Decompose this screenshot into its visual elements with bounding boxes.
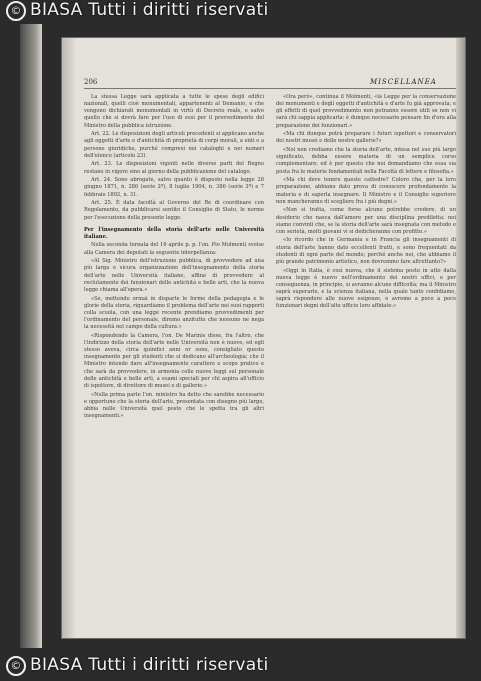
- right-column: [276, 94, 456, 312]
- paragraph: «Io ricordo che in Germania e in Francia gli insegnamenti di storia dell'arte hanno dato eccellenti frutti, e sono frequentati da studenti di ogni parte del mondo; perché anche noi, che abbiamo il più grande patrimonio artistico, non dovremmo fare altrettanto?»: [276, 237, 456, 265]
- header-rule: [84, 88, 456, 89]
- paragraph: «Non si tratta, come forse alcuno potrebbe credere, di un desiderio che nasca dall'amore per una disciplina prediletta: noi siamo convinti che, se la storia dell'arte sarà insegnata con metodo e con serietà, molti giovani vi si dedicheranno con profitto.»: [276, 207, 456, 235]
- copyright-seal-icon: ©: [6, 1, 26, 21]
- paragraph: Nella seconda tornata del 16 aprile p. p. l'on. Pio Molmenti svolse alla Camera dei deputati la seguente interpellanza:: [84, 242, 264, 256]
- watermark-bottom: [6, 655, 481, 676]
- paragraph: La stessa Legge sarà applicata a tutte le spese degli edifici nazionali, quelli cioè monumentali, appartenenti al Demanio, e che vengono dichiarati monumentali in virtù di Decreto reale, e salvo quello che si dovrà fare per l'uso di essi per il provvedimento del Ministro della pubblica istruzione.: [84, 94, 264, 129]
- paragraph: «Nella prima parte l'on. ministro ha detto che sarebbe necessario e opportuno che la storia dell'arte, presentata con disegno più largo, abbia nelle Università quel posto che le spetta tra gli altri insegnamenti.»: [84, 391, 264, 420]
- paragraph: «Oggi in Italia, è così nuova, che il sistema posto in atto dalla nuova legge è nuovo nell'ordinamento dei nostri uffici, e per conseguenza, in principio, si avranno alcune difficoltà; ma il Ministro saprà superarle, e la scienza italiana, nella quale tanto confidiamo, saprà rispondere alle nuove esigenze, e avremo a poco a poco funzionari degni dell'alto ufficio loro affidato.»: [276, 267, 456, 310]
- paragraph: «Ma chi dunque potrà preparare i futuri ispettori e conservatori dei nostri musei e delle nostre gallerie?»: [276, 131, 456, 145]
- watermark-text: BIASA Tutti i diritti riservati: [30, 655, 269, 675]
- paragraph: «Ora però», continua il Molmenti, «la Legge per la conservazione dei monumenti e degli oggetti d'antichità e d'arte fu già approvata; e gli effetti di quel provvedimento non potranno essere utili se non vi sarà chi sappia applicarla: è dunque necessario pensare fin d'ora alla preparazione dei funzionari.»: [276, 94, 456, 129]
- paragraph: «Noi non crediamo che la storia dell'arte, intesa nel suo più largo significato, debba essere materia di un semplice corso complementare; ed è per questo che noi domandiamo che essa sia posta fra le materie fondamentali nella Facoltà di lettere e filosofia.»: [276, 147, 456, 175]
- running-title: MISCELLANEA: [370, 78, 437, 86]
- paragraph: «Rispondendo la Camera, l'on. De Marinis disse, fra l'altro, che l'indirizzo della storia dell'arte nelle Università non è nuovo, ed egli stesso aveva, circa quindici anni or sono, consigliato questo insegnamento per gli studenti che si dedicano all'archeologia; che il Ministro intende dare all'insegnamento carattere e scopo pratico e che sarà da provvedere, in armonia colle nuove leggi sul personale delle antichità e belle arti, a esami speciali per chi aspira all'ufficio di ispettore, di direttore di musei e di gallerie.»: [84, 332, 264, 389]
- book-binding: [20, 24, 42, 648]
- copyright-seal-icon: ©: [6, 656, 26, 676]
- page-number: 206: [84, 78, 98, 86]
- document-page: [62, 38, 465, 638]
- paragraph: Art. 25. È data facoltà al Governo del Re di coordinare con Regolamento, da pubblicarsi sentito il Consiglio di Stato, le norme per l'esecuzione della presente legge.: [84, 200, 264, 221]
- watermark-text: BIASA Tutti i diritti riservati: [30, 0, 269, 20]
- page-edge-shadow: [456, 38, 465, 638]
- left-column: [84, 94, 264, 422]
- paragraph: Art. 23. Le disposizioni vigenti nelle diverse parti del Regno restano in vigore sino al giorno della pubblicazione del catalogo.: [84, 161, 264, 175]
- paragraph: Art. 22. Le disposizioni degli articoli precedenti si applicano anche agli oggetti d'arte e d'antichità di proprietà di corpi morali, a enti e a persone giuridiche, purché compresi nei cataloghi e nei numeri dell'elenco (articolo 23).: [84, 131, 264, 159]
- paragraph: «Al Sig. Ministro dell'istruzione pubblica, di provvedere ad una più larga e sicura organizzazione dell'insegnamento della storia dell'arte nelle Università italiane, affine di provvedere al reclutamento dei funzionari delle antichità e belle arti, che la nuova legge chiama all'opera.»: [84, 258, 264, 293]
- paragraph: Art. 24. Sono abrogate, salvo quanto è disposto nella legge 28 giugno 1871, n. 286 (serie 2ª), 8 luglio 1904, n. 386 (serie 3ª) e 7 febbraio 1892, n. 31.: [84, 177, 264, 198]
- watermark-top: [6, 0, 481, 21]
- section-title: Per l'insegnamento della storia dell'arte nelle Università italiane.: [84, 226, 264, 240]
- paragraph: «Ma chi deve tenere queste cattedre? Coloro che, per la loro preparazione, abbiano dato prova di conoscere profondamente la materia e di saperla insegnare. Il Ministro e il Consiglio superiore non mancheranno di scegliere fra i più degni.»: [276, 177, 456, 205]
- paragraph: «Se, mettendo ormai in disparte le forme della pedagogia e le glorie della storia, riguardiamo il problema dell'arte nei suoi rapporti colla scuola, con una legge recente prendiamo provvedimenti per l'ordinamento del personale, diremo anzitutto che nessuno ne nega la necessità nel campo della cultura.»: [84, 295, 264, 331]
